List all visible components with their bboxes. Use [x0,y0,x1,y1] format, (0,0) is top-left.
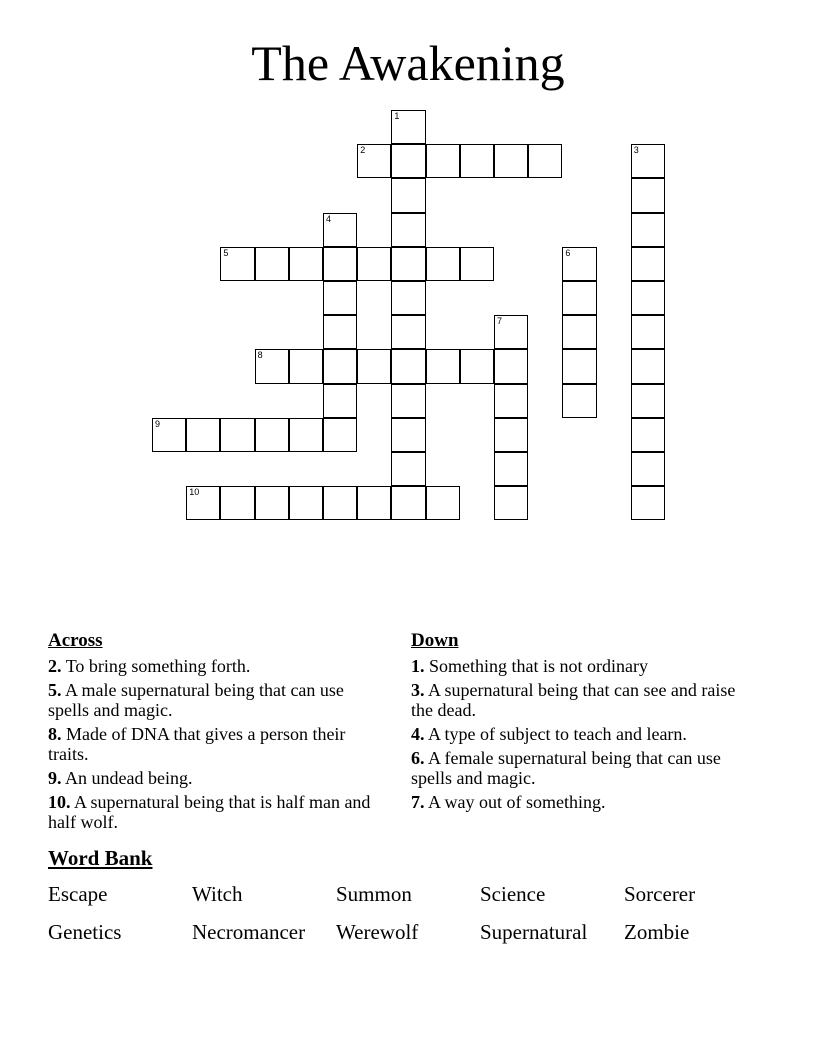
grid-cell[interactable] [323,486,357,520]
down-clue [411,724,751,744]
word-bank-heading: Word Bank [48,846,153,870]
word-bank-word: Witch [192,882,243,906]
grid-cell[interactable] [562,281,596,315]
clue-number: 6. [411,748,425,768]
grid-cell[interactable] [357,247,391,281]
grid-cell[interactable] [220,418,254,452]
grid-cell[interactable] [391,247,425,281]
grid-cell[interactable] [391,349,425,383]
grid-cell[interactable] [289,486,323,520]
across-clues [48,630,378,836]
grid-cell[interactable] [391,144,425,178]
grid-cell[interactable] [494,144,528,178]
grid-cell[interactable] [289,247,323,281]
grid-cell[interactable] [631,144,665,178]
down-clues [411,630,751,816]
grid-cell[interactable] [391,315,425,349]
grid-cell[interactable] [220,486,254,520]
down-clue [411,748,751,788]
grid-cell[interactable] [255,418,289,452]
grid-cell[interactable] [391,281,425,315]
clue-text: A female supernatural being that can use spells and magic. [411,748,721,788]
word-bank-word: Escape [48,882,108,906]
grid-cell[interactable] [391,486,425,520]
clue-text: Something that is not ordinary [429,656,648,676]
grid-cell[interactable] [631,384,665,418]
clue-number: 5. [48,680,62,700]
down-clue [411,680,751,720]
cell-number: 9 [155,418,161,429]
clue-number: 2. [48,656,62,676]
grid-cell[interactable] [494,418,528,452]
grid-cell[interactable] [494,384,528,418]
grid-cell[interactable] [323,349,357,383]
grid-cell[interactable] [391,384,425,418]
word-bank-word: Summon [336,882,412,906]
grid-cell[interactable] [631,213,665,247]
cell-number: 10 [189,487,200,498]
clue-text: A type of subject to teach and learn. [428,724,687,744]
grid-cell[interactable] [323,315,357,349]
grid-cell[interactable] [357,486,391,520]
grid-cell[interactable] [323,281,357,315]
clue-number: 3. [411,680,425,700]
grid-cell[interactable] [426,349,460,383]
grid-cell[interactable] [494,452,528,486]
across-heading: Across [48,630,103,651]
grid-cell[interactable] [391,178,425,212]
clue-number: 1. [411,656,425,676]
across-clue [48,680,378,720]
grid-cell[interactable] [494,486,528,520]
page-title: The Awakening [251,35,565,91]
grid-cell[interactable] [528,144,562,178]
grid-cell[interactable] [357,349,391,383]
grid-cell[interactable] [255,349,289,383]
grid-cell[interactable] [323,384,357,418]
grid-cell[interactable] [631,281,665,315]
grid-cell[interactable] [426,486,460,520]
grid-cell[interactable] [220,247,254,281]
grid-cell[interactable] [631,486,665,520]
grid-cell[interactable] [323,418,357,452]
grid-cell[interactable] [494,349,528,383]
clue-text: Made of DNA that gives a person their traits. [48,724,346,764]
grid-cell[interactable] [323,247,357,281]
grid-cell[interactable] [562,384,596,418]
grid-cell[interactable] [562,315,596,349]
grid-cell[interactable] [562,247,596,281]
clue-number: 4. [411,724,425,744]
clue-text: A male supernatural being that can use spells and magic. [48,680,344,720]
cell-number: 7 [497,316,503,327]
grid-cell[interactable] [460,247,494,281]
grid-cell[interactable] [631,418,665,452]
cell-number: 3 [633,145,639,156]
grid-cell[interactable] [631,178,665,212]
grid-cell[interactable] [186,418,220,452]
clue-text: To bring something forth. [65,656,251,676]
clue-number: 7. [411,792,425,812]
grid-cell[interactable] [289,349,323,383]
grid-cell[interactable] [391,418,425,452]
grid-cell[interactable] [631,349,665,383]
word-bank-word: Genetics [48,920,122,944]
word-bank-word: Werewolf [336,920,419,944]
cell-number: 2 [360,145,366,156]
down-clue [411,656,751,676]
grid-cell[interactable] [391,213,425,247]
grid-cell[interactable] [494,315,528,349]
across-clue [48,768,378,788]
across-clue [48,656,378,676]
word-bank-word: Supernatural [480,920,588,944]
grid-cell[interactable] [255,486,289,520]
grid-cell[interactable] [460,144,494,178]
grid-cell[interactable] [426,247,460,281]
grid-cell[interactable] [631,247,665,281]
grid-cell[interactable] [152,418,186,452]
word-bank-word: Science [480,882,546,906]
cell-number: 4 [326,213,332,224]
clue-number: 9. [48,768,62,788]
down-clue [411,792,751,812]
cell-number: 8 [257,350,263,361]
cell-number: 6 [565,247,571,258]
cell-number: 1 [394,111,400,121]
grid-cell[interactable] [562,349,596,383]
clue-text: A supernatural being that can see and raise the dead. [411,680,736,720]
down-heading: Down [411,630,459,651]
grid-cell[interactable] [631,452,665,486]
clue-text: A way out of something. [428,792,606,812]
clue-text: An undead being. [65,768,193,788]
grid-cell[interactable] [631,315,665,349]
clue-number: 10. [48,792,71,812]
grid-cell[interactable] [391,110,425,144]
grid-cell[interactable] [255,247,289,281]
grid-cell[interactable] [426,144,460,178]
grid-cell[interactable] [391,452,425,486]
clue-text: A supernatural being that is half man and half wolf. [48,792,371,832]
across-clue [48,792,378,832]
clue-number: 8. [48,724,62,744]
word-bank-word: Necromancer [192,920,306,944]
cell-number: 5 [223,247,229,258]
word-bank-word: Zombie [624,920,690,944]
grid-cell[interactable] [357,144,391,178]
grid-cell[interactable] [460,349,494,383]
grid-cell[interactable] [323,213,357,247]
grid-cell[interactable] [186,486,220,520]
word-bank-word: Sorcerer [624,882,696,906]
grid-cell[interactable] [289,418,323,452]
across-clue [48,724,378,764]
